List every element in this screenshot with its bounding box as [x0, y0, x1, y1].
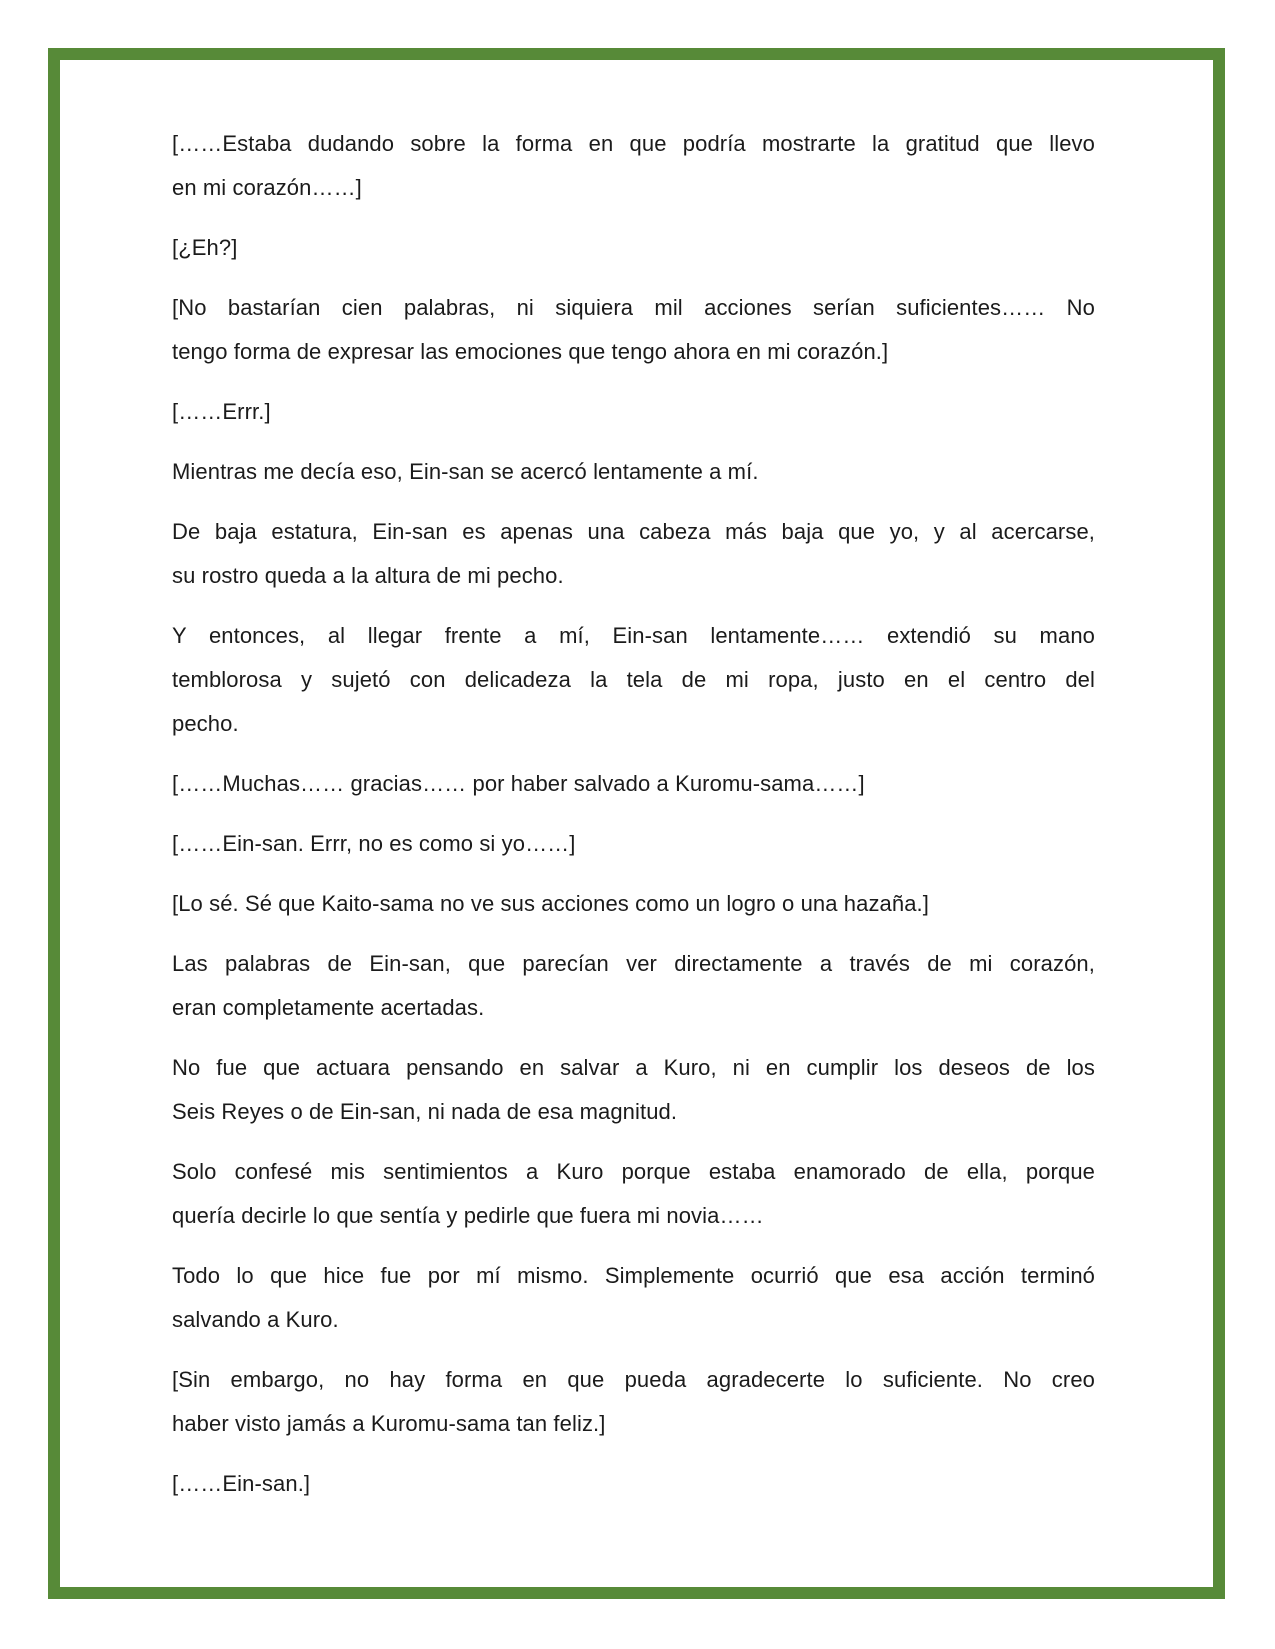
text-line: [……Muchas…… gracias…… por haber salvado a Kuromu-sama……] [172, 771, 865, 796]
paragraph [172, 762, 1095, 806]
text-line: Solo confesé mis sentimientos a Kuro porque estaba enamorado de ella, porque [172, 1159, 1095, 1184]
text-line: en mi corazón……] [172, 175, 362, 200]
paragraph [172, 614, 1095, 746]
text-line: su rostro queda a la altura de mi pecho. [172, 563, 564, 588]
text-line: [……Errr.] [172, 399, 271, 424]
paragraph [172, 1150, 1095, 1238]
text-line: haber visto jamás a Kuromu-sama tan feliz.] [172, 1411, 606, 1436]
paragraph [172, 390, 1095, 434]
paragraph [172, 942, 1095, 1030]
text-line: [……Ein-san. Errr, no es como si yo……] [172, 831, 576, 856]
text-line: [Sin embargo, no hay forma en que pueda agradecerte lo suficiente. No creo [172, 1367, 1095, 1392]
paragraph [172, 122, 1095, 210]
paragraph [172, 450, 1095, 494]
text-line: Mientras me decía eso, Ein-san se acercó lentamente a mí. [172, 459, 759, 484]
text-line: eran completamente acertadas. [172, 995, 485, 1020]
text-line: Las palabras de Ein-san, que parecían ver directamente a través de mi corazón, [172, 951, 1095, 976]
paragraph [172, 1046, 1095, 1134]
paragraph [172, 1462, 1095, 1506]
paragraph [172, 822, 1095, 866]
text-line: quería decirle lo que sentía y pedirle que fuera mi novia…… [172, 1203, 764, 1228]
text-line: [Lo sé. Sé que Kaito-sama no ve sus acciones como un logro o una hazaña.] [172, 891, 929, 916]
text-line: [No bastarían cien palabras, ni siquiera mil acciones serían suficientes…… No [172, 295, 1095, 320]
text-line: No fue que actuara pensando en salvar a Kuro, ni en cumplir los deseos de los [172, 1055, 1095, 1080]
paragraph [172, 1358, 1095, 1446]
paragraph [172, 286, 1095, 374]
text-line: [¿Eh?] [172, 235, 238, 260]
text-line: [……Estaba dudando sobre la forma en que podría mostrarte la gratitud que llevo [172, 131, 1095, 156]
text-line: [……Ein-san.] [172, 1471, 311, 1496]
paragraph [172, 1254, 1095, 1342]
paragraph [172, 510, 1095, 598]
text-line: Y entonces, al llegar frente a mí, Ein-san lentamente…… extendió su mano [172, 623, 1095, 648]
text-line: salvando a Kuro. [172, 1307, 339, 1332]
paragraph [172, 882, 1095, 926]
text-line: De baja estatura, Ein-san es apenas una cabeza más baja que yo, y al acercarse, [172, 519, 1095, 544]
text-line: tengo forma de expresar las emociones que tengo ahora en mi corazón.] [172, 339, 889, 364]
text-line: Todo lo que hice fue por mí mismo. Simplemente ocurrió que esa acción terminó [172, 1263, 1095, 1288]
text-line: temblorosa y sujetó con delicadeza la tela de mi ropa, justo en el centro del [172, 667, 1095, 692]
paragraph [172, 226, 1095, 270]
text-block [172, 122, 1095, 1522]
text-line: Seis Reyes o de Ein-san, ni nada de esa magnitud. [172, 1099, 678, 1124]
text-line: pecho. [172, 711, 239, 736]
